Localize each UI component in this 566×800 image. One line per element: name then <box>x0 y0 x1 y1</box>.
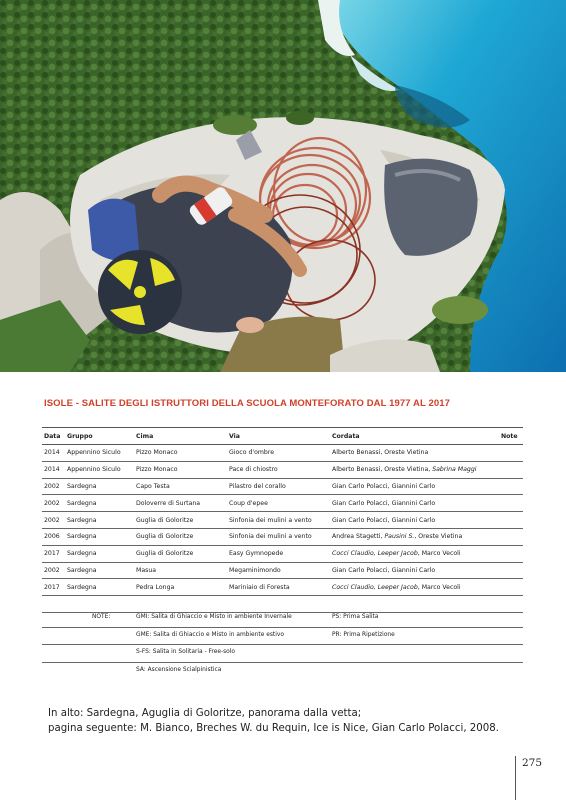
cell-via: Gioco d'ombre <box>227 445 330 462</box>
cell-cima: Pedra Longa <box>134 579 227 596</box>
cell-cima: Pizzo Monaco <box>134 461 227 478</box>
table-row <box>42 495 523 512</box>
cell-gruppo: Sardegna <box>65 528 134 545</box>
cordata-tail-text: , Marco Vecoli <box>417 583 461 591</box>
cell-cima: Guglia di Goloritze <box>134 545 227 562</box>
cordata-italic-text: Cocci Claudio, Leeper Jacob <box>332 550 418 558</box>
cell-via: Sinfonia dei mulini a vento <box>227 512 330 529</box>
cell-gruppo: Sardegna <box>65 579 134 596</box>
cell-gruppo: Sardegna <box>65 562 134 579</box>
cell-note <box>499 528 523 545</box>
cell-cima: Guglia di Goloritze <box>134 528 227 545</box>
cell-via: Megaminimondo <box>227 562 330 579</box>
climber-summit-illustration <box>0 0 566 372</box>
header-note: Note <box>499 428 523 445</box>
cell-cordata <box>330 579 499 596</box>
table-header-row <box>42 428 523 445</box>
cell-cordata <box>330 512 499 529</box>
cordata-italic-text: Sabrina Maggi <box>432 466 477 474</box>
hero-photo <box>0 0 566 372</box>
table-row <box>42 562 523 579</box>
cell-note <box>499 478 523 495</box>
notes-row <box>42 663 523 680</box>
notes-label: NOTE: <box>92 614 111 620</box>
cell-gruppo: Sardegna <box>65 495 134 512</box>
table-row <box>42 478 523 495</box>
cell-data: 2002 <box>42 495 65 512</box>
cordata-text: Gian Carlo Polacci, Giannini Carlo <box>332 499 436 507</box>
header-cordata: Cordata <box>330 428 499 445</box>
caption-line-2: pagina seguente: M. Bianco, Breches W. du Requin, Ice is Nice, Gian Carlo Polacci, 2008. <box>48 723 499 734</box>
note-pr: PR: Prima Ripetizione <box>332 631 395 638</box>
cordata-text: Andrea Stagetti, <box>332 533 385 541</box>
cell-gruppo: Sardegna <box>65 512 134 529</box>
cell-cordata <box>330 445 499 462</box>
header-gruppo: Gruppo <box>65 428 134 445</box>
cell-cima: Pizzo Monaco <box>134 445 227 462</box>
cell-note <box>499 461 523 478</box>
section-title: ISOLE - SALITE DEGLI ISTRUTTORI DELLA SCUOLA MONTEFORATO DAL 1977 AL 2017 <box>44 398 450 409</box>
cell-gruppo: Appennino Siculo <box>65 461 134 478</box>
cell-cordata <box>330 461 499 478</box>
cell-note <box>499 495 523 512</box>
cordata-text: Alberto Benassi, Oreste Vietina, <box>332 466 433 474</box>
cordata-italic-text: Cocci Claudio, Leeper Jacob <box>332 583 418 591</box>
cell-cima: Capo Testa <box>134 478 227 495</box>
table-row <box>42 445 523 462</box>
cell-cordata <box>330 495 499 512</box>
cell-via: Pace di chiostro <box>227 461 330 478</box>
table-body <box>42 445 523 613</box>
cell-data: 2014 <box>42 445 65 462</box>
cell-via: Coup d'epee <box>227 495 330 512</box>
cordata-tail-text: , Marco Vecoli <box>417 550 461 558</box>
cell-data: 2002 <box>42 478 65 495</box>
cell-via: Pilastro del corallo <box>227 478 330 495</box>
cell-note <box>499 512 523 529</box>
cell-note <box>499 445 523 462</box>
notes-row <box>42 645 523 663</box>
caption-line-1: In alto: Sardegna, Aguglia di Goloritze, panorama dalla vetta; <box>48 708 362 719</box>
cell-cordata <box>330 528 499 545</box>
cell-data: 2014 <box>42 461 65 478</box>
cell-note <box>499 579 523 596</box>
cordata-text: Gian Carlo Polacci, Giannini Carlo <box>332 516 436 524</box>
header-data: Data <box>42 428 65 445</box>
cell-via: Mariniaio di Foresta <box>227 579 330 596</box>
header-via: Via <box>227 428 330 445</box>
cell-cordata <box>330 478 499 495</box>
notes-row <box>42 610 523 628</box>
cell-cima: Masua <box>134 562 227 579</box>
note-gmi: GMI: Salita di Ghiaccio e Misto in ambiente Invernale <box>136 614 292 620</box>
cell-data: 2017 <box>42 545 65 562</box>
table-row <box>42 512 523 529</box>
cell-gruppo: Sardegna <box>65 545 134 562</box>
cordata-text: Alberto Benassi, Oreste Vietina <box>332 449 429 457</box>
climbs-table <box>42 427 523 613</box>
cell-cordata <box>330 562 499 579</box>
notes-row <box>42 628 523 646</box>
table-row <box>42 461 523 478</box>
cell-data: 2002 <box>42 512 65 529</box>
cell-data: 2006 <box>42 528 65 545</box>
cordata-italic-text: Pausini S. <box>384 533 415 541</box>
cell-note <box>499 562 523 579</box>
cell-cima: Guglia di Goloritze <box>134 512 227 529</box>
table-row <box>42 545 523 562</box>
note-sfs: S-FS: Salita in Solitaria - Free-solo <box>136 649 236 655</box>
cell-via: Sinfonia dei mulini a vento <box>227 528 330 545</box>
cordata-text: Gian Carlo Polacci, Giannini Carlo <box>332 482 436 490</box>
cordata-text: Gian Carlo Polacci, Giannini Carlo <box>332 566 436 574</box>
page-number-rule <box>515 756 516 800</box>
cell-gruppo: Sardegna <box>65 478 134 495</box>
note-ps: PS: Prima Salita <box>332 614 379 620</box>
photo-caption <box>48 706 499 736</box>
cell-gruppo: Appennino Siculo <box>65 445 134 462</box>
note-sa: SA: Ascensione Scialpinistica <box>136 666 222 673</box>
page-number: 275 <box>522 757 543 769</box>
cell-data: 2002 <box>42 562 65 579</box>
table-row <box>42 579 523 596</box>
cordata-tail-text: , Oreste Vietina <box>414 533 463 541</box>
header-cima: Cima <box>134 428 227 445</box>
note-gme: GME: Salita di Ghiaccio e Misto in ambiente estivo <box>136 631 284 638</box>
notes-legend <box>42 610 523 679</box>
cell-via: Easy Gymnopede <box>227 545 330 562</box>
cell-data: 2017 <box>42 579 65 596</box>
table-row <box>42 528 523 545</box>
cell-cordata <box>330 545 499 562</box>
cell-cima: Doloverre di Surtana <box>134 495 227 512</box>
cell-note <box>499 545 523 562</box>
